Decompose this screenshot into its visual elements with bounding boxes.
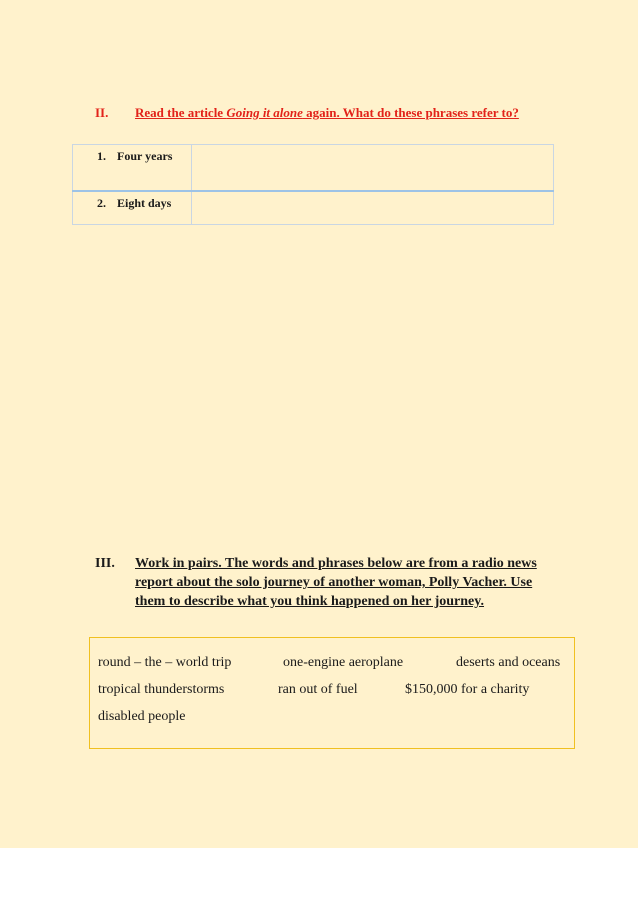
section-2-heading: [95, 105, 519, 121]
section-2-instruction: Read the article Going it alone again. What do these phrases refer to?: [135, 105, 519, 120]
word-item: disabled people: [98, 709, 186, 724]
section-3-number: III.: [95, 556, 115, 571]
word-bank-box: [89, 637, 575, 749]
article-title: Going it alone: [226, 105, 303, 120]
section-3-instruction: Work in pairs. The words and phrases below are from a radio news report about the solo journey of another woman, Polly Vacher. Use them to describe what you think happened on her journey.: [135, 556, 537, 609]
word-item: $150,000 for a charity: [405, 682, 530, 697]
phrase-cell: 1. Four years: [73, 145, 192, 192]
answer-cell[interactable]: [192, 145, 554, 192]
table-row: [73, 191, 554, 225]
answer-cell[interactable]: [192, 191, 554, 225]
table-row: [73, 145, 554, 192]
section-2-number: II.: [95, 105, 109, 120]
phrase-cell: 2. Eight days: [73, 191, 192, 225]
phrase-table: [72, 144, 554, 225]
phrase-label: Four years: [117, 149, 173, 163]
word-item: one-engine aeroplane: [283, 655, 404, 670]
word-item: tropical thunderstorms: [98, 682, 225, 697]
word-item: ran out of fuel: [278, 682, 358, 697]
word-item: round – the – world trip: [98, 655, 232, 670]
phrase-label: Eight days: [117, 196, 172, 210]
word-item: deserts and oceans: [456, 655, 561, 670]
